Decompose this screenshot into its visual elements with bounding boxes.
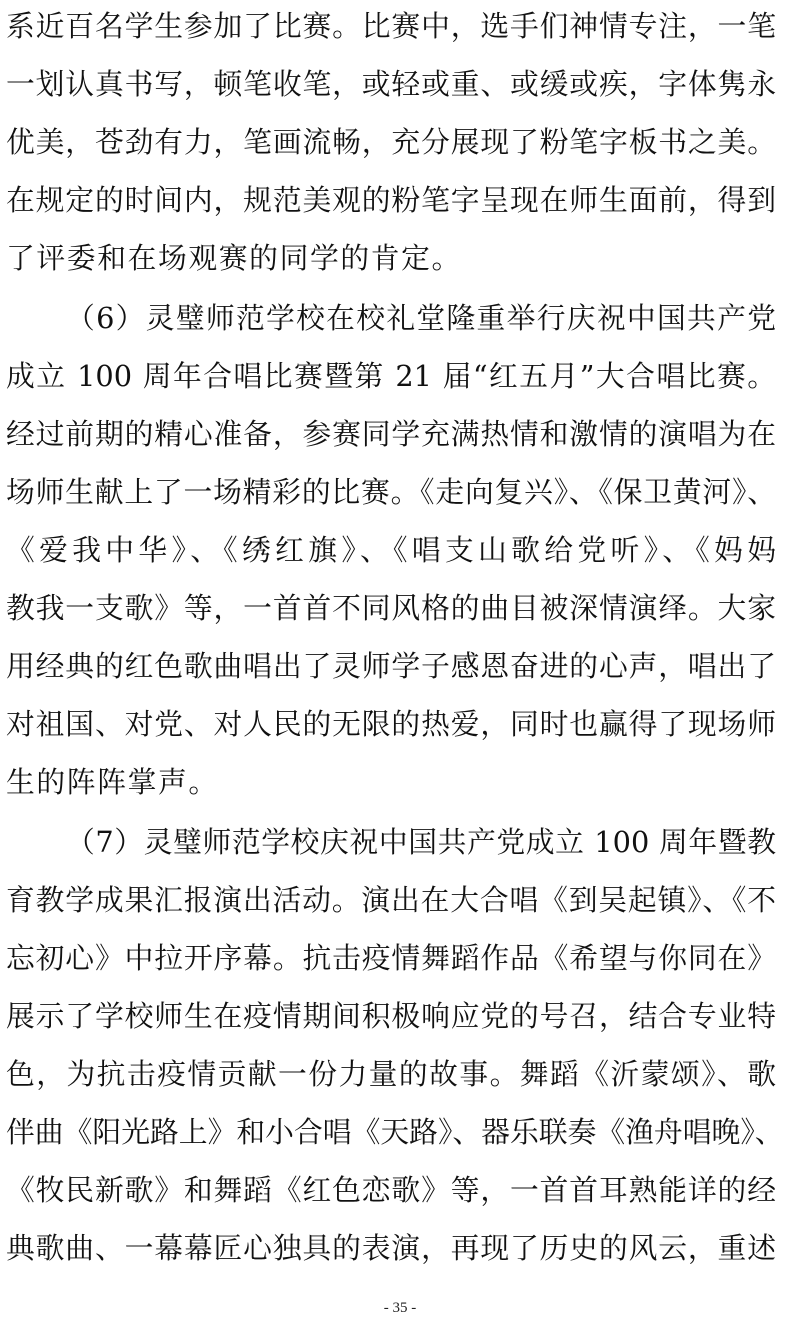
text-line: 用经典的红色歌曲唱出了灵师学子感恩奋进的心声，唱出了 — [6, 649, 776, 683]
text-line: 展示了学校师生在疫情期间积极响应党的号召，结合专业特 — [6, 999, 776, 1033]
text-line: 色，为抗击疫情贡献一份力量的故事。舞蹈《沂蒙颂》、歌 — [6, 1057, 776, 1091]
text-line: 生的阵阵掌声。 — [6, 765, 219, 799]
text-line: 一划认真书写，顿笔收笔，或轻或重、或缓或疾，字体隽永 — [6, 67, 776, 101]
text-line: 场师生献上了一场精彩的比赛。《走向复兴》、《保卫黄河》、 — [6, 475, 776, 509]
text-line: 《爱我中华》、《绣红旗》、《唱支山歌给党听》、《妈妈 — [6, 533, 776, 567]
text-line: 在规定的时间内，规范美观的粉笔字呈现在师生面前，得到 — [6, 183, 776, 217]
page-number: - 35 - — [383, 1300, 417, 1316]
text-line: 育教学成果汇报演出活动。演出在大合唱《到吴起镇》、《不 — [6, 883, 776, 917]
text-line: 成立 100 周年合唱比赛暨第 21 届“红五月”大合唱比赛。 — [6, 359, 776, 393]
text-line: 典歌曲、一幕幕匠心独具的表演，再现了历史的风云，重述 — [6, 1231, 776, 1265]
text-line: 伴曲《阳光路上》和小合唱《天路》、器乐联奏《渔舟唱晚》、 — [6, 1115, 784, 1149]
text-line: 优美，苍劲有力，笔画流畅，充分展现了粉笔字板书之美。 — [6, 125, 776, 159]
text-line: 《牧民新歌》和舞蹈《红色恋歌》等，一首首耳熟能详的经 — [6, 1173, 776, 1207]
text-line: 教我一支歌》等，一首首不同风格的曲目被深情演绎。大家 — [6, 591, 776, 625]
text-line: 忘初心》中拉开序幕。抗击疫情舞蹈作品《希望与你同在》 — [6, 941, 776, 975]
paragraph-7-first-line: （7）灵璧师范学校庆祝中国共产党成立 100 周年暨教 — [66, 825, 776, 859]
text-line: 了评委和在场观赛的同学的肯定。 — [6, 241, 462, 275]
text-line: 经过前期的精心准备，参赛同学充满热情和激情的演唱为在 — [6, 417, 776, 451]
paragraph-6-first-line: （6）灵璧师范学校在校礼堂隆重举行庆祝中国共产党 — [66, 301, 776, 335]
text-line: 对祖国、对党、对人民的无限的热爱，同时也赢得了现场师 — [6, 707, 776, 741]
text-line: 系近百名学生参加了比赛。比赛中，选手们神情专注，一笔 — [6, 9, 776, 43]
